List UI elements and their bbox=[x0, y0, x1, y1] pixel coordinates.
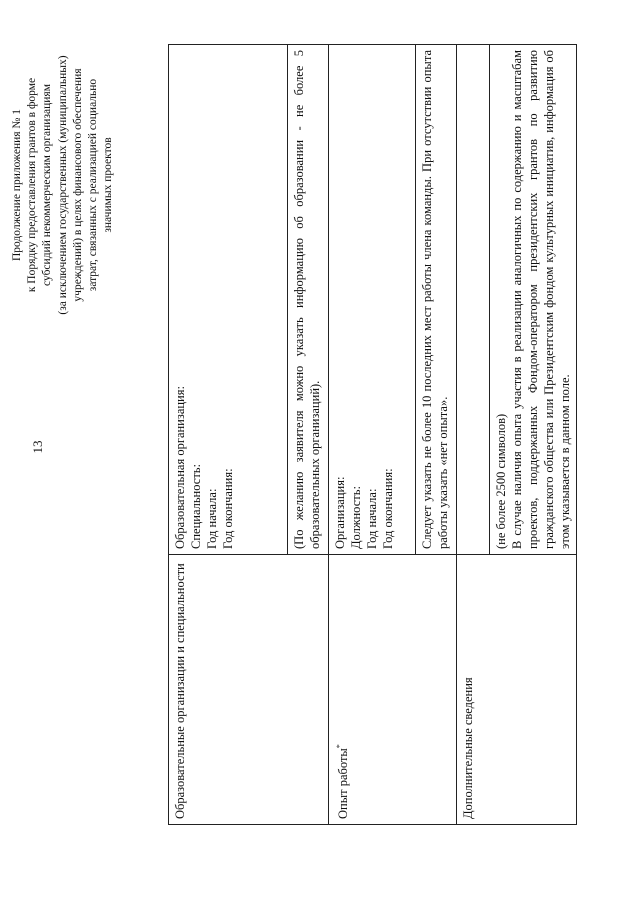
header-line: (за исключением государственных (муниципальных) bbox=[56, 55, 69, 315]
header-line: затрат, связанных с реализацией социально bbox=[87, 78, 100, 292]
education-note-cell bbox=[288, 45, 329, 555]
education-org-field: Образовательная организация: bbox=[173, 386, 187, 549]
header-line: субсидий некоммерческим организациям bbox=[41, 84, 54, 286]
education-note: (По желанию заявителя можно указать информацию об образовании - не более 5 образовательных организаций). bbox=[292, 50, 322, 549]
work-org-field: Организация: bbox=[333, 476, 347, 549]
table-row-work bbox=[329, 45, 416, 825]
work-label: Опыт работы bbox=[336, 748, 351, 819]
additional-label: Дополнительные сведения bbox=[461, 677, 475, 819]
additional-blank-cell bbox=[457, 45, 490, 555]
education-fields-cell bbox=[169, 45, 288, 555]
footnote-mark: * bbox=[335, 744, 344, 749]
work-position-field: Должность: bbox=[349, 486, 363, 549]
work-label-cell bbox=[329, 555, 457, 825]
header-line: к Порядку предоставления грантов в форме bbox=[26, 77, 39, 293]
additional-limit: (не более 2500 символов) bbox=[494, 413, 508, 549]
appendix-header bbox=[10, 20, 116, 350]
additional-note-cell bbox=[490, 45, 577, 555]
header-line: учреждений) в целях финансового обеспечения bbox=[71, 68, 84, 302]
page-number: 13 bbox=[30, 440, 45, 454]
education-end-year-field: Год окончания: bbox=[221, 468, 235, 549]
work-start-year-field: Год начала: bbox=[365, 488, 379, 549]
education-label: Образовательные организации и специальности bbox=[173, 563, 187, 819]
work-fields-cell bbox=[329, 45, 416, 555]
header-line: Продолжение приложения № 1 bbox=[11, 108, 23, 262]
education-specialty-field: Специальность: bbox=[189, 464, 203, 549]
table-row-additional bbox=[457, 45, 490, 825]
work-note-cell bbox=[416, 45, 457, 555]
additional-label-cell bbox=[457, 555, 577, 825]
team-member-form-table bbox=[168, 44, 577, 825]
additional-note: В случае наличия опыта участия в реализации аналогичных по содержанию и масштабам проектов, поддержанных Фондом-оператором президентских грантов по развитию гражданского общества или Президентским фондом культурных инициатив, информация об этом указывается в данном поле. bbox=[510, 50, 572, 549]
education-label-cell bbox=[169, 555, 329, 825]
work-note: Следует указать не более 10 последних мест работы члена команды. При отсутствии опыта работы указать «нет опыта». bbox=[420, 50, 450, 549]
education-start-year-field: Год начала: bbox=[205, 488, 219, 549]
work-end-year-field: Год окончания: bbox=[381, 468, 395, 549]
table-row-education bbox=[169, 45, 288, 825]
header-line: значимых проектов bbox=[102, 137, 115, 233]
